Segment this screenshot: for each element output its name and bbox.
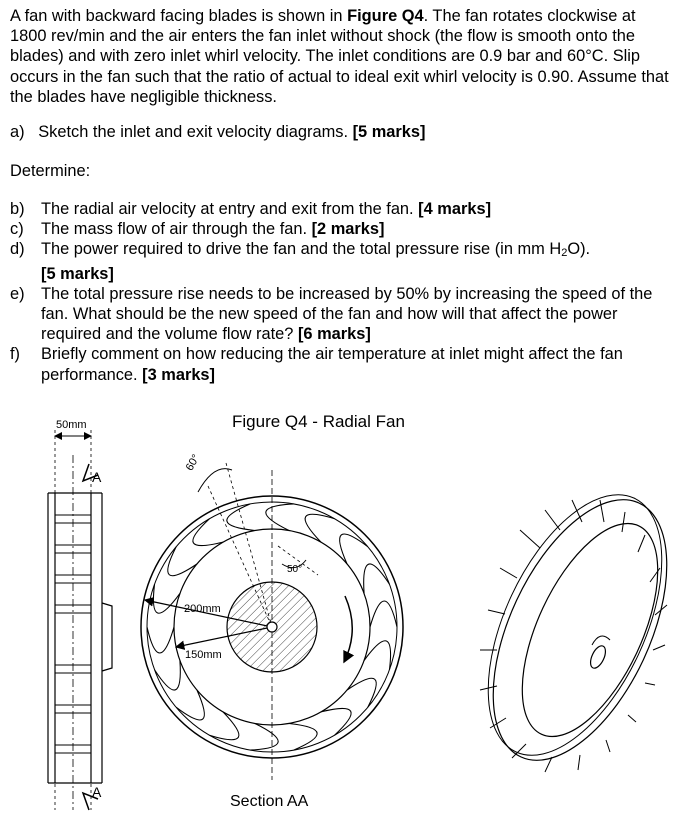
figure-reference: Figure Q4 [347, 7, 424, 25]
outlet-angle-arc [198, 469, 232, 492]
iso-hub [587, 644, 608, 671]
rotation-arrow [344, 596, 352, 662]
part-marks: [5 marks] [41, 264, 114, 283]
fan-section-aa [141, 453, 403, 780]
shaft-circle [267, 622, 277, 632]
part-a-label: a) [10, 123, 25, 141]
section-aa-label: Section AA [230, 793, 309, 810]
part-label: f) [10, 345, 21, 364]
part-text: The radial air velocity at entry and exit from the fan. [41, 200, 419, 218]
inlet-angle-label: 50° [287, 564, 303, 575]
outlet-angle-label: 60° [183, 452, 203, 473]
part-c [10, 219, 675, 239]
section-marker-top: A [92, 469, 102, 485]
section-marker-bottom: A [92, 784, 102, 800]
iso-hub-detail [592, 636, 610, 645]
part-text: The power required to drive the fan and the total pressure rise (in mm H [41, 240, 562, 259]
part-a [10, 122, 425, 142]
iso-inner-ring [494, 504, 682, 756]
determine-heading: Determine: [10, 162, 91, 180]
part-marks: [6 marks] [297, 325, 371, 344]
part-text: Briefly comment on how reducing the air temperature at inlet might affect the fan performance. [41, 345, 623, 384]
fan-inlet-nozzle [102, 603, 112, 671]
part-label: d) [10, 240, 25, 259]
part-d [10, 239, 675, 283]
figure-q4-radial-fan [0, 400, 682, 823]
part-a-text: Sketch the inlet and exit velocity diagrams. [38, 123, 353, 141]
part-label: b) [10, 200, 25, 218]
part-label: c) [10, 220, 24, 239]
width-label: 50mm [56, 419, 87, 431]
part-f [10, 344, 675, 384]
intro-text-1: A fan with backward facing blades is shown in [10, 7, 348, 25]
part-a-marks: [5 marks] [352, 123, 426, 141]
part-b [10, 199, 675, 219]
inner-radius-label: 150mm [185, 649, 222, 661]
question-parts [10, 199, 675, 385]
part-marks: [4 marks] [418, 200, 492, 218]
subscript: 2 [561, 247, 568, 260]
part-marks: [3 marks] [142, 365, 216, 384]
part-text: The mass flow of air through the fan. [41, 220, 312, 239]
part-e [10, 284, 675, 345]
figure-title: Figure Q4 - Radial Fan [232, 412, 405, 431]
intro-text-2: . The fan rotates clockwise at 1800 rev/min and the air enters the fan inlet without shock (the flow is smooth onto the blades) and with zero inlet whirl velocity. The inlet conditions are 0.9 bar and 60°C. Slip occurs in the fan such that the ratio of actual to ideal exit whirl velocity is 0.90. Assume that the blades have negligible thickness. [10, 7, 669, 106]
fan-isometric-view [452, 469, 682, 787]
part-marks: [2 marks] [311, 220, 385, 239]
part-text: The total pressure rise needs to be increased by 50% by increasing the speed of the fan. What should be the new speed of the fan and how will that affect the power required and the volume flow rate? [41, 284, 653, 344]
part-label: e) [10, 284, 25, 303]
outer-radius-label: 200mm [184, 603, 221, 615]
iso-blades [480, 500, 667, 772]
part-text-2: O). [567, 240, 591, 259]
question-intro [10, 6, 675, 107]
fan-side-view [48, 419, 112, 810]
